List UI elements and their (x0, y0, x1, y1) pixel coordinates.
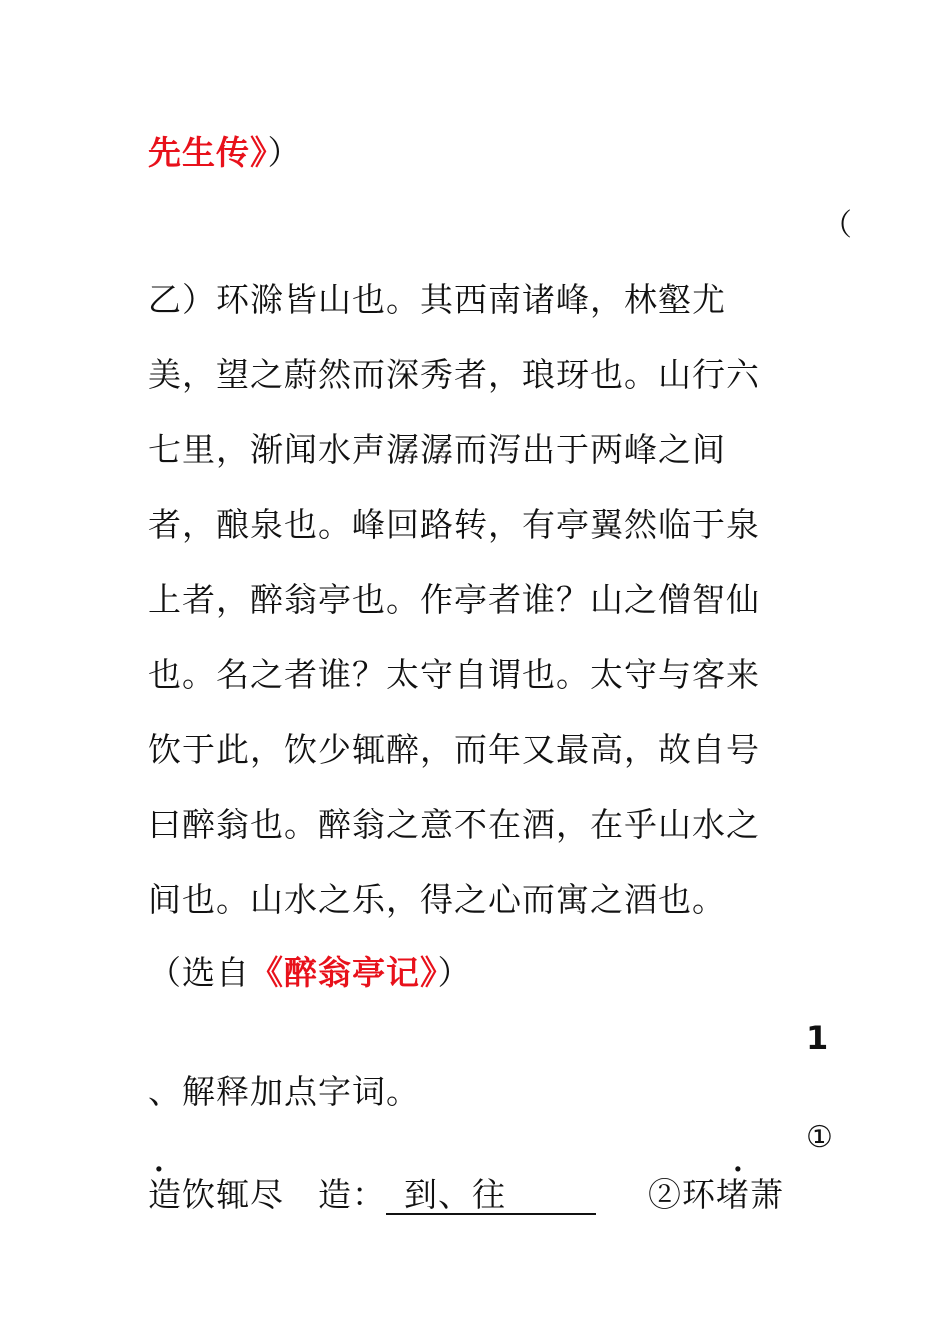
item-number-1: ① (806, 1120, 833, 1155)
emphasis-dot-1: . (154, 1145, 164, 1178)
passage-line-6: 也。名之者谁？太守自谓也。太守与客来 (148, 655, 760, 694)
source-suffix: ） (437, 953, 472, 992)
item2-text: ②环堵萧 (648, 1175, 784, 1214)
passage-line-1: 乙）环滁皆山也。其西南诸峰，林壑尤 (148, 280, 726, 319)
question-number: 1 (806, 1019, 829, 1057)
passage-line-5: 上者，醉翁亭也。作亭者谁？山之僧智仙 (148, 580, 760, 619)
close-paren: ） (267, 133, 302, 172)
question-title: 、解释加点字词。 (148, 1072, 420, 1111)
question-item-line (148, 1175, 784, 1215)
passage-line-9: 间也。山水之乐，得之心而寓之酒也。 (148, 880, 726, 919)
passage-line-2: 美，望之蔚然而深秀者，琅玡也。山行六 (148, 355, 760, 394)
open-paren: （ (822, 208, 852, 243)
source-title-red: 《醉翁亭记》 (250, 953, 438, 992)
item1-text: 造饮辄尽 造： (148, 1175, 386, 1214)
emphasis-dot-2: . (733, 1145, 743, 1178)
passage-line-3: 七里，渐闻水声潺潺而泻出于两峰之间 (148, 430, 726, 469)
item1-answer-blank: 到、往 (386, 1177, 596, 1215)
doc-line-heading-tail (148, 133, 302, 173)
source-citation (148, 953, 472, 993)
source-prefix: （选自 (148, 953, 250, 992)
passage-line-4: 者，酿泉也。峰回路转，有亭翼然临于泉 (148, 505, 760, 544)
passage-line-7: 饮于此，饮少辄醉，而年又最高，故自号 (148, 730, 760, 769)
title-red-text: 先生传》 (148, 133, 268, 172)
passage-line-8: 曰醉翁也。醉翁之意不在酒，在乎山水之 (148, 805, 760, 844)
